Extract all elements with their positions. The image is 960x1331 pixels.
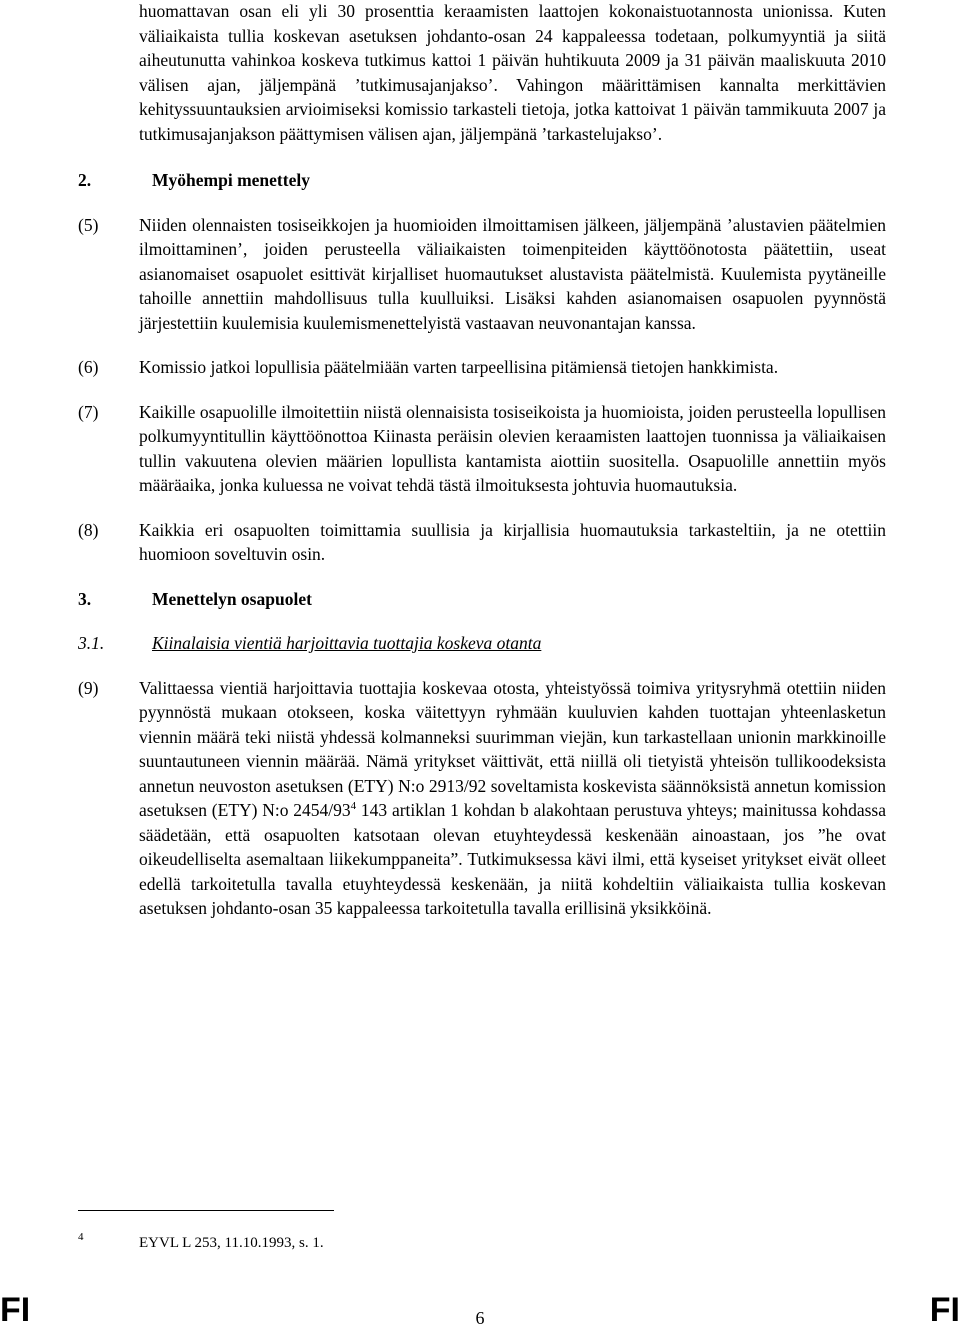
section-3-1-heading (78, 631, 886, 656)
paragraph-number: (5) (78, 214, 99, 235)
section-3-1-title: Kiinalaisia vientiä harjoittavia tuottajia koskeva otanta (152, 633, 542, 653)
paragraph-8 (78, 518, 886, 567)
paragraph-9 (78, 676, 886, 921)
footnote-separator (78, 1210, 334, 1211)
paragraph-text-part-1: Valittaessa vientiä harjoittavia tuottajia koskevaa otosta, yhteistyössä toimiva yritysryhmä otettiin niiden pyynnöstä mukaan otokseen, koska väitettyyn ryhmään kuuluvien kahden tuottajan yhteenlasketun viennin määrä teki niistä yhdessä kolmanneksi suurimman viejän, kun tarkastellaan unionin markkinoille suuntautuneen viennin määrää. Nämä yritykset väittivät, että niillä oli tietyistä yhteisön tullikoodeksista annetun neuvoston asetuksen (ETY) N:o 2913/92 soveltamista koskevista säännöksistä annetun komission asetuksen (ETY) N:o 2454/93 (139, 677, 886, 820)
footnote-number: 4 (78, 1231, 84, 1243)
paragraph-text: Kaikkia eri osapuolten toimittamia suullisia ja kirjallisia huomautuksia tarkasteltiin, ja ne otettiin huomioon soveltuvin osin. (139, 519, 886, 564)
intro-paragraph: huomattavan osan eli yli 30 prosenttia keraamisten laattojen kokonaistuotannosta unionissa. Kuten väliaikaista tullia koskevan asetuksen johdanto-osan 24 kappaleessa todetaan, polkumyyntiä ja siitä aiheutunutta vahinkoa koskeva tutkimus kattoi 1 päivän huhtikuuta 2009 ja 31 päivän maaliskuuta 2010 välisen ajan, jäljempänä ’tutkimusajanjakso’. Vahingon määrittämisen kannalta merkittävien kehityssuuntauksien arvioimiseksi komissio tarkasteli tietoja, jotka kattoivat 1 päivän tammikuuta 2007 ja tutkimusajanjakson päättymisen välisen ajan, jäljempänä ’tarkastelujakso’. (139, 1, 886, 144)
document-body (78, 0, 886, 921)
section-3-title: Menettelyn osapuolet (152, 588, 312, 609)
language-code-right: FI (929, 1291, 960, 1329)
paragraph-text: Komissio jatkoi lopullisia päätelmiään varten tarpeellisina pitämiensä tietojen hankkimista. (139, 357, 779, 377)
paragraph-text: Kaikille osapuolille ilmoitettiin niistä olennaisista tosiseikoista ja huomioista, joiden perusteella lopullisen polkumyyntitullin käyttöönottoa Kiinasta peräisin olevien keraamisten laattojen tuonnissa ja väliaikaisen tullin vakuutena olevien määrien lopullista kantamista aiottiin suositella. Osapuolille annettiin myös määräaika, jonka kuluessa ne voivat tehdä tästä ilmoituksesta johtuvia huomautuksia. (139, 401, 886, 495)
paragraph-5 (78, 213, 886, 336)
footnote (78, 1233, 324, 1253)
section-2-heading (78, 168, 886, 193)
section-3-1-number: 3.1. (78, 633, 105, 653)
page-number: 6 (475, 1308, 485, 1328)
paragraph-6 (78, 355, 886, 380)
paragraph-number: (6) (78, 357, 99, 377)
section-3-number: 3. (78, 588, 92, 609)
section-3-heading (78, 587, 886, 612)
section-2-number: 2. (78, 170, 92, 190)
language-code-left: FI (0, 1291, 31, 1329)
paragraph-text: Niiden olennaisten tosiseikkojen ja huomioiden ilmoittamisen jälkeen, jäljempänä ’alustavien päätelmien ilmoittaminen’, joiden perusteella väliaikaisten toimenpiteiden käyttöönotosta päätettiin, useat asianomaiset osapuolet esittivät kirjalliset huomautukset alustavista päätelmistä. Kuulemista pyytäneille tahoille annettiin mahdollisuus tulla kuulluiksi. Lisäksi kahden asianomaisen osapuolen pyynnöstä järjestettiin kuulemisia kuulemismenettelyistä vastaavan neuvonantajan kanssa. (139, 214, 886, 333)
footnote-text: EYVL L 253, 11.10.1993, s. 1. (139, 1235, 324, 1251)
paragraph-number: (7) (78, 401, 99, 422)
paragraph-7 (78, 400, 886, 498)
paragraph-number: (9) (78, 677, 99, 698)
section-2-title: Myöhempi menettely (152, 170, 310, 190)
paragraph-text-part-2: 143 artiklan 1 kohdan b alakohtaan perustuva yhteys; mainitussa kohdassa säädetään, että osapuolten katsotaan olevan etuyhteydessä keskenään ainoastaan, jos ”he ovat oikeudelliselta asemaltaan liikekumppaneita”. Tutkimuksessa kävi ilmi, että kyseiset yritykset eivät olleet edellä tarkoitetulla tavalla etuyhteydessä keskenään, ja niitä kohdeltiin väliaikaista tullia koskevan asetuksen johdanto-osan 35 kappaleessa tarkoitetulla tavalla erillisinä yksikköinä. (139, 800, 887, 918)
paragraph-number: (8) (78, 519, 99, 540)
footnote-reference[interactable]: 4 (350, 800, 357, 813)
